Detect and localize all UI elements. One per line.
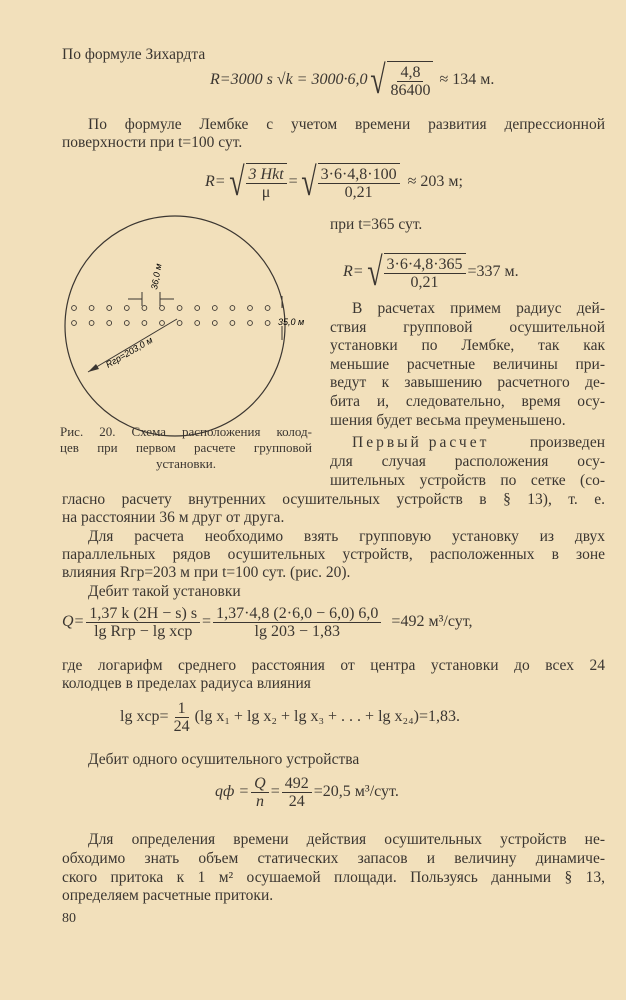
paragraph-line: где логарифм среднего расстояния от центра установки до всех 24: [62, 657, 605, 674]
paragraph-line: [352, 434, 605, 452]
denominator: lg 203 − 1,83: [254, 622, 340, 640]
formula-lhs: R=: [343, 263, 364, 280]
well-marker: [265, 321, 270, 326]
paragraph-line: поверхности при t=100 сут.: [62, 134, 243, 151]
well-marker: [195, 306, 200, 311]
paragraph-line: ского притока к 1 м² осушаемой площади. Пользуясь данными § 13,: [62, 869, 605, 886]
well-marker: [124, 321, 129, 326]
numerator: 492: [282, 775, 312, 793]
denominator: 0,21: [410, 274, 439, 291]
influence-circle: [65, 216, 285, 436]
paragraph-line: Для расчета необходимо взять групповую установку из двух: [88, 528, 605, 545]
paragraph-line: В расчетах примем радиус дей-: [352, 300, 605, 317]
well-marker: [248, 306, 253, 311]
paragraph-line: ствия групповой осушительной: [330, 318, 605, 336]
denominator: 0,21: [344, 184, 373, 201]
caption-line: цев при первом расчете групповой: [60, 440, 312, 455]
fraction: [213, 605, 381, 640]
denominator: μ: [261, 184, 271, 201]
formula-lhs: lg xср=: [120, 708, 169, 725]
well-marker: [124, 306, 129, 311]
denominator: n: [255, 792, 264, 810]
fraction: [86, 605, 200, 640]
numerator: 3·6·4,8·365: [384, 256, 466, 274]
figure-caption: [60, 424, 312, 472]
text: произведен: [529, 434, 605, 451]
fraction: [171, 700, 193, 735]
numerator: 4,8: [397, 64, 423, 82]
formula-lhs: R=3000 s √k = 3000·6,0: [210, 71, 368, 88]
radius-arrow: [88, 364, 99, 372]
paragraph-line: ведут к завышению расчетного де-: [330, 374, 605, 392]
paragraph-line: Для определения времени действия осушительных устройств не-: [88, 831, 605, 848]
paragraph-line: Дебит такой установки: [88, 583, 241, 600]
radius-label: Rгр=203,0 м: [104, 334, 155, 370]
formula-lhs: qф =: [215, 783, 250, 800]
well-marker: [142, 321, 147, 326]
page-number: 80: [62, 911, 76, 926]
paragraph-line: определяем расчетные притоки.: [62, 887, 274, 904]
well-marker: [265, 306, 270, 311]
equals: =: [270, 783, 280, 800]
numerator: Q: [251, 775, 269, 793]
formula-log-mean: [120, 697, 460, 737]
paragraph-line: установки по Лембке, так как: [330, 337, 605, 355]
well-marker: [107, 306, 112, 311]
equals: =: [202, 613, 212, 630]
well-marker: [212, 306, 217, 311]
condition-text: при t=365 сут.: [330, 216, 423, 233]
well-marker: [212, 321, 217, 326]
numerator: 1: [175, 700, 189, 718]
paragraph-line: влияния Rгр=203 м при t=100 сут. (рис. 20).: [62, 564, 351, 581]
denominator: lg Rгр − lg xср: [94, 622, 193, 640]
formula-result: =20,5 м³/сут.: [313, 783, 399, 800]
denominator: 24: [288, 792, 305, 810]
well-marker: [89, 321, 94, 326]
well-marker: [230, 306, 235, 311]
paragraph-line: колодцев в пределах радиуса влияния: [62, 675, 311, 692]
paragraph-line: Дебит одного осушительного устройства: [88, 751, 360, 768]
numerator: 1,37 k (2H − s) s: [86, 605, 200, 623]
spacing-label: 36,0 м: [149, 262, 164, 291]
formula-single-discharge: [215, 772, 399, 812]
formula-result: ≈ 134 м.: [439, 71, 495, 88]
formula-result: =492 м³/сут,: [391, 613, 473, 630]
well-marker: [142, 306, 147, 311]
well-marker: [89, 306, 94, 311]
well-marker: [230, 321, 235, 326]
well-marker: [72, 306, 77, 311]
well-marker: [107, 321, 112, 326]
well-marker: [195, 321, 200, 326]
paragraph-line: для случая расположения осу-: [330, 453, 605, 470]
radical-sign: √: [228, 159, 245, 204]
formula-discharge: [62, 602, 473, 642]
emphasis-text: Первый расчет: [352, 434, 490, 451]
numerator: 1,37·4,8 (2·6,0 − 6,0) 6,0: [213, 605, 381, 623]
well-marker: [72, 321, 77, 326]
paragraph-line: гласно расчету внутренних осушительных устройств в § 13), т. е.: [62, 491, 605, 508]
formula-result: (lg x₁ + lg x₂ + lg x₃ + . . . + lg x₂₄)=1,83.: [194, 708, 461, 725]
well-marker: [160, 321, 165, 326]
paragraph-line: шения будет весьма преуменьшено.: [330, 411, 566, 429]
caption-line: Рис. 20. Схема расположения колод-: [60, 424, 312, 439]
paragraph-line: шительных устройств по сетке (со-: [330, 472, 605, 489]
numerator: 3·6·4,8·100: [318, 166, 400, 184]
caption-line: установки.: [156, 456, 216, 471]
paragraph-line: меньшие расчетные величины при-: [330, 355, 605, 373]
row-distance-label: 35,0 м: [278, 317, 305, 327]
fraction: [251, 775, 269, 810]
numerator: 3 Hkt: [248, 166, 284, 183]
formula-result: =337 м.: [467, 263, 519, 280]
formula-result: ≈ 203 м;: [407, 173, 463, 190]
radical-sign: √: [300, 159, 317, 204]
well-marker: [248, 321, 253, 326]
paragraph-line: По формуле Лембке с учетом времени развития депрессионной: [88, 116, 605, 133]
formula-lhs: R=: [205, 173, 226, 190]
equals: =: [288, 173, 298, 190]
well-marker: [177, 321, 182, 326]
radical-sign: √: [370, 57, 387, 102]
fraction: [282, 775, 312, 810]
denominator: 24: [173, 717, 190, 735]
well-marker: [160, 306, 165, 311]
paragraph-line: параллельных рядов осушительных устройств, расположенных в зоне: [62, 546, 605, 563]
formula-lhs: Q=: [62, 613, 85, 630]
paragraph-line: на расстоянии 36 м друг от друга.: [62, 509, 285, 526]
radical-sign: √: [366, 249, 383, 294]
denominator: 86400: [390, 82, 431, 99]
paragraph-line: обходимо знать объем статических запасов и величину динамиче-: [62, 850, 605, 867]
well-marker: [177, 306, 182, 311]
paragraph-line: бита и, следовательно, время осу-: [330, 393, 605, 410]
intro-text: По формуле Зихардта: [62, 46, 206, 63]
